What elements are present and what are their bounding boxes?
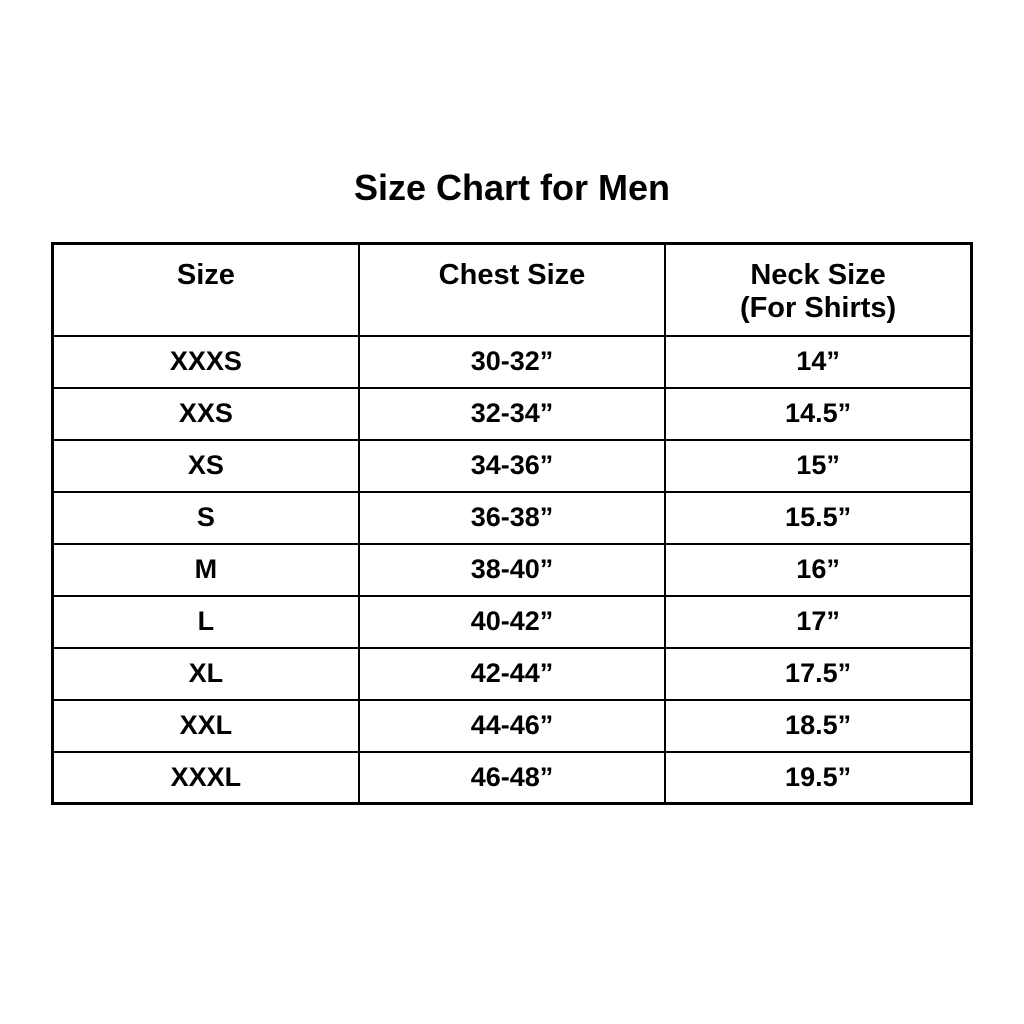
size-cell: XXS	[53, 388, 359, 440]
chest-size-cell: 44-46”	[359, 700, 665, 752]
neck-size-cell: 19.5”	[665, 752, 971, 804]
neck-size-cell: 16”	[665, 544, 971, 596]
neck-size-cell: 17”	[665, 596, 971, 648]
column-header-size: Size	[53, 244, 359, 336]
chest-size-cell: 34-36”	[359, 440, 665, 492]
table-row	[53, 752, 972, 804]
chest-size-cell: 36-38”	[359, 492, 665, 544]
table-row	[53, 544, 972, 596]
chest-size-cell: 46-48”	[359, 752, 665, 804]
page-title: Size Chart for Men	[353, 167, 671, 208]
neck-size-cell: 14”	[665, 336, 971, 388]
column-header-neck-size	[665, 244, 971, 336]
size-cell: XL	[53, 648, 359, 700]
neck-size-cell: 17.5”	[665, 648, 971, 700]
table-row	[53, 388, 972, 440]
table-row	[53, 492, 972, 544]
size-cell: XXXS	[53, 336, 359, 388]
chest-size-cell: 30-32”	[359, 336, 665, 388]
chest-size-cell: 42-44”	[359, 648, 665, 700]
column-header-chest-size: Chest Size	[359, 244, 665, 336]
size-chart-table	[51, 242, 973, 805]
neck-size-cell: 15.5”	[665, 492, 971, 544]
neck-size-cell: 15”	[665, 440, 971, 492]
table-row	[53, 336, 972, 388]
column-header-neck-size-line1: Neck Size	[750, 259, 886, 291]
size-cell: M	[53, 544, 359, 596]
neck-size-cell: 18.5”	[665, 700, 971, 752]
chest-size-cell: 40-42”	[359, 596, 665, 648]
size-cell: L	[53, 596, 359, 648]
size-cell: XXXL	[53, 752, 359, 804]
size-cell: XXL	[53, 700, 359, 752]
chest-size-cell: 38-40”	[359, 544, 665, 596]
table-row	[53, 440, 972, 492]
table-row	[53, 596, 972, 648]
column-header-neck-size-line2: (For Shirts)	[739, 292, 897, 325]
chest-size-cell: 32-34”	[359, 388, 665, 440]
size-cell: XS	[53, 440, 359, 492]
table-row	[53, 648, 972, 700]
table-row	[53, 700, 972, 752]
neck-size-cell: 14.5”	[665, 388, 971, 440]
header-row	[53, 244, 972, 336]
size-cell: S	[53, 492, 359, 544]
